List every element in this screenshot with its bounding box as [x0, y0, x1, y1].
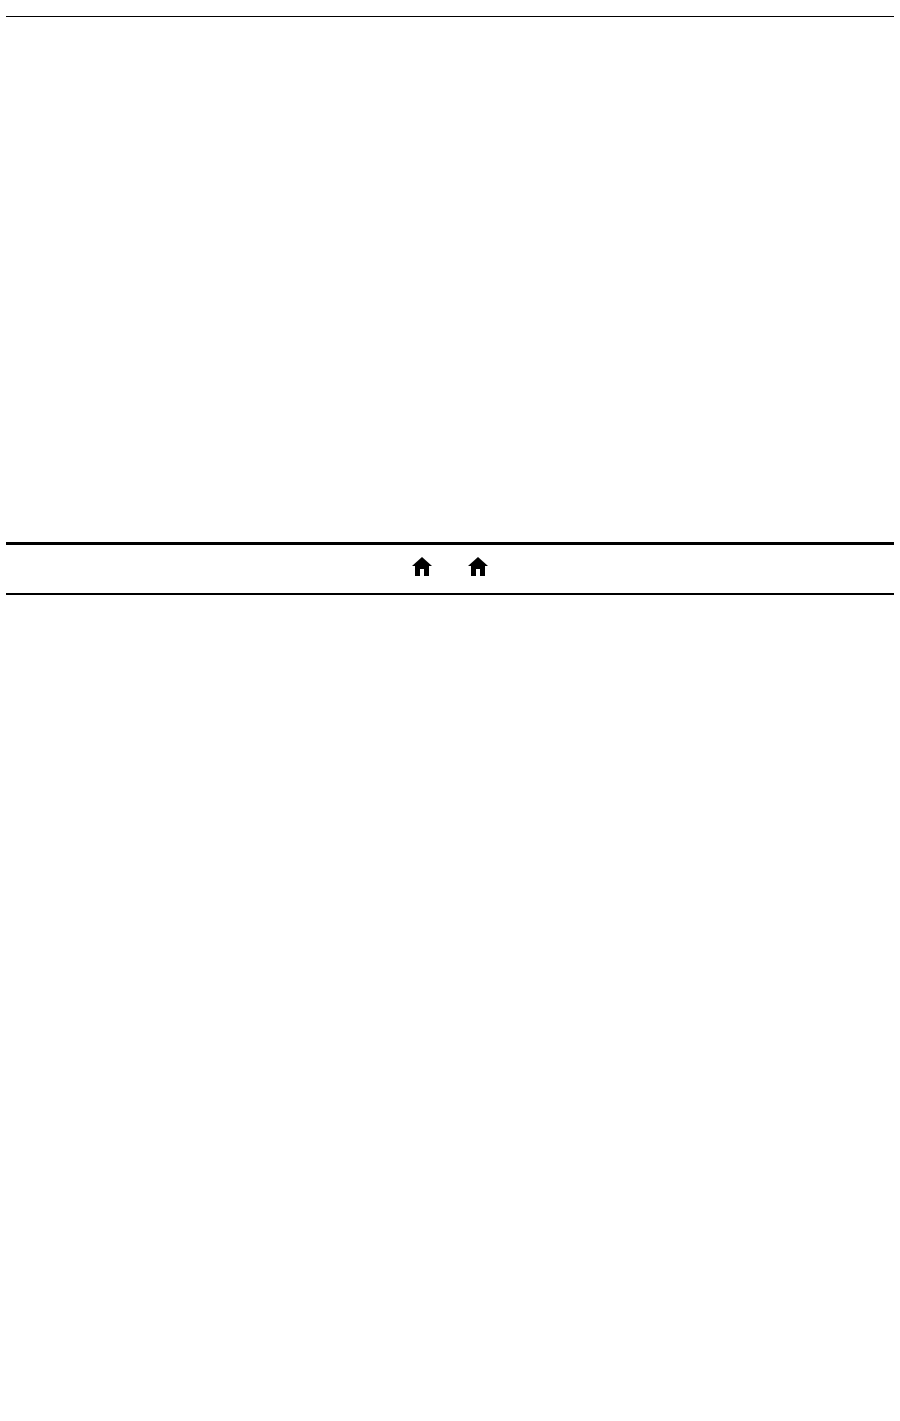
help-wanted-section [6, 18, 894, 538]
masthead [6, 4, 894, 17]
service-guide-section [6, 594, 894, 1404]
house-icon [410, 554, 434, 578]
house-icon [466, 554, 490, 578]
home-service-guide-banner [6, 542, 894, 595]
